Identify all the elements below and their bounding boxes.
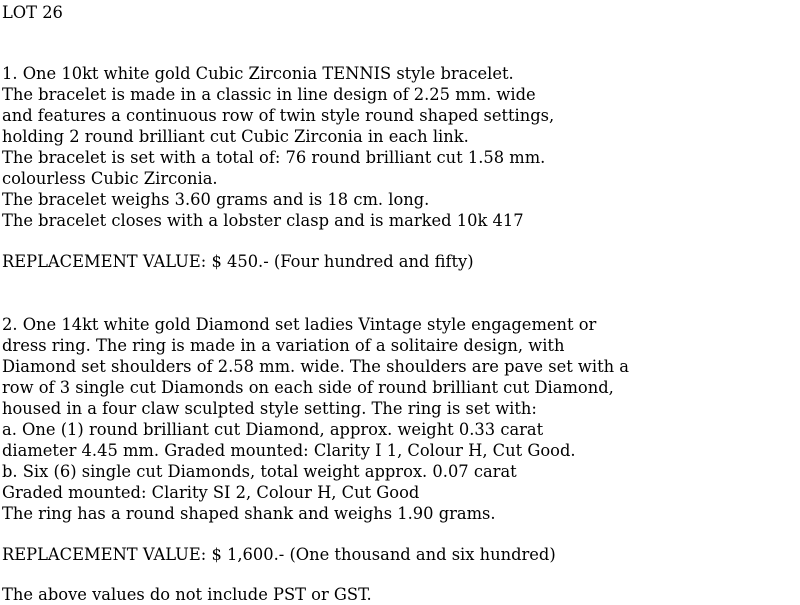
item-2-line-6: a. One (1) round brilliant cut Diamond, approx. weight 0.33 carat [2,420,544,439]
item-2-line-1: 2. One 14kt white gold Diamond set ladies Vintage style engagement or [2,315,597,334]
item-1-line-4: holding 2 round brilliant cut Cubic Zirconia in each link. [2,127,469,146]
item-1-line-7: The bracelet weighs 3.60 grams and is 18 cm. long. [2,190,430,209]
lot-title: LOT 26 [2,3,63,22]
item-1-line-1: 1. One 10kt white gold Cubic Zirconia TENNIS style bracelet. [2,64,514,83]
item-2-line-9: Graded mounted: Clarity SI 2, Colour H, Cut Good [2,483,420,502]
item-2-line-8: b. Six (6) single cut Diamonds, total weight approx. 0.07 carat [2,462,517,481]
item-1-line-8: The bracelet closes with a lobster clasp and is marked 10k 417 [2,211,524,230]
item-1-line-3: and features a continuous row of twin style round shaped settings, [2,106,555,125]
item-1-line-6: colourless Cubic Zirconia. [2,169,218,188]
item-2-line-2: dress ring. The ring is made in a variation of a solitaire design, with [2,336,565,355]
item-2-line-5: housed in a four claw sculpted style setting. The ring is set with: [2,399,537,418]
item-2-line-10: The ring has a round shaped shank and weighs 1.90 grams. [2,504,496,523]
footer-note: The above values do not include PST or GST. [2,585,372,604]
item-1-line-2: The bracelet is made in a classic in line design of 2.25 mm. wide [2,85,536,104]
item-1-replacement-value: REPLACEMENT VALUE: $ 450.- (Four hundred and fifty) [2,252,474,271]
item-1-line-5: The bracelet is set with a total of: 76 round brilliant cut 1.58 mm. [2,148,546,167]
item-2-line-4: row of 3 single cut Diamonds on each side of round brilliant cut Diamond, [2,378,614,397]
item-2-replacement-value: REPLACEMENT VALUE: $ 1,600.- (One thousand and six hundred) [2,545,556,564]
item-2-line-3: Diamond set shoulders of 2.58 mm. wide. The shoulders are pave set with a [2,357,629,376]
item-2-line-7: diameter 4.45 mm. Graded mounted: Clarity I 1, Colour H, Cut Good. [2,441,576,460]
